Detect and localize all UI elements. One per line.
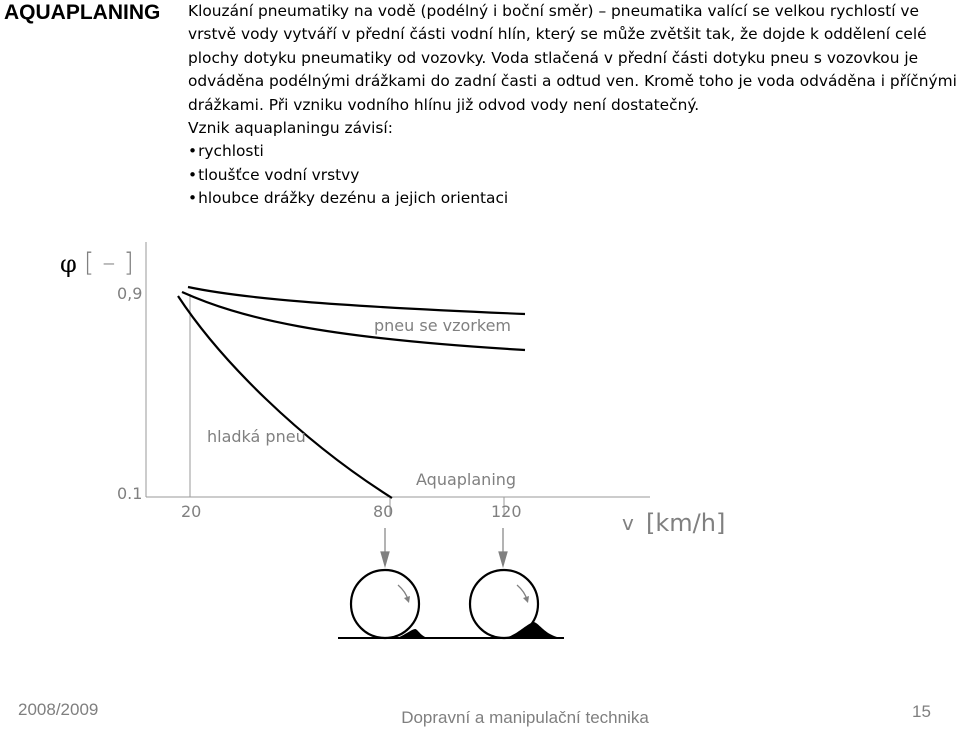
x-tick-label: 80: [373, 502, 394, 521]
arrow-down-icon: [381, 552, 389, 566]
y-tick-label: 0,9: [117, 284, 143, 303]
x-tick-label: 20: [181, 502, 202, 521]
x-axis-symbol: v: [622, 511, 634, 535]
list-item: • hloubce drážky dezénu a jejich orientaci: [188, 187, 960, 210]
arrowhead-icon: [523, 596, 529, 603]
x-axis-unit: [km/h]: [646, 509, 726, 537]
water-wedge-icon: [504, 622, 562, 638]
arrow-down-icon: [499, 552, 507, 566]
label-aquaplaning: Aquaplaning: [416, 470, 517, 489]
grid-lines: [146, 242, 650, 515]
tire-icon: [470, 570, 562, 638]
body-paragraph-list-intro: Vznik aquaplaningu závisí:: [188, 119, 393, 138]
arrowhead-icon: [404, 596, 410, 603]
list-item: • tloušťce vodní vrstvy: [188, 164, 960, 187]
label-tread-tire: pneu se vzorkem: [374, 316, 511, 335]
footer-date: 2008/2009: [18, 700, 99, 719]
pointer-arrows: [381, 528, 507, 566]
curve-tread-upper: [188, 287, 525, 314]
list-item: • rychlosti: [188, 140, 960, 163]
page-number: 15: [912, 702, 931, 721]
y-axis-unit: [ – ]: [84, 248, 134, 278]
footer-course: Dopravní a manipulační technika: [401, 708, 649, 727]
y-tick-label: 0.1: [117, 484, 143, 503]
curve-smooth: [178, 296, 392, 498]
label-smooth-tire: hladká pneu: [207, 427, 306, 446]
slide-title: AQUAPLANING: [4, 1, 161, 24]
x-tick-label: 120: [491, 502, 522, 521]
body-paragraph: Klouzání pneumatiky na vodě (podélný i boční směr) – pneumatika valící se velkou rychlostí ve vrstvě vody vytváří v přední části vodní hlín, který se může zvětšit tak, že dojde k oddělení celé plochy dotyku pneumatiky od vozovky. Voda stlačená v přední části dotyku pneu s vozovkou je odváděna podélnými drážkami do zadní časti a odtud ven. Kromě toho je voda odváděna i příčnými drážkami. Při vzniku vodního hlínu již odvod vody není dostatečný.: [188, 2, 957, 114]
y-axis-symbol: φ: [60, 250, 77, 278]
tire-icon: [351, 570, 428, 638]
